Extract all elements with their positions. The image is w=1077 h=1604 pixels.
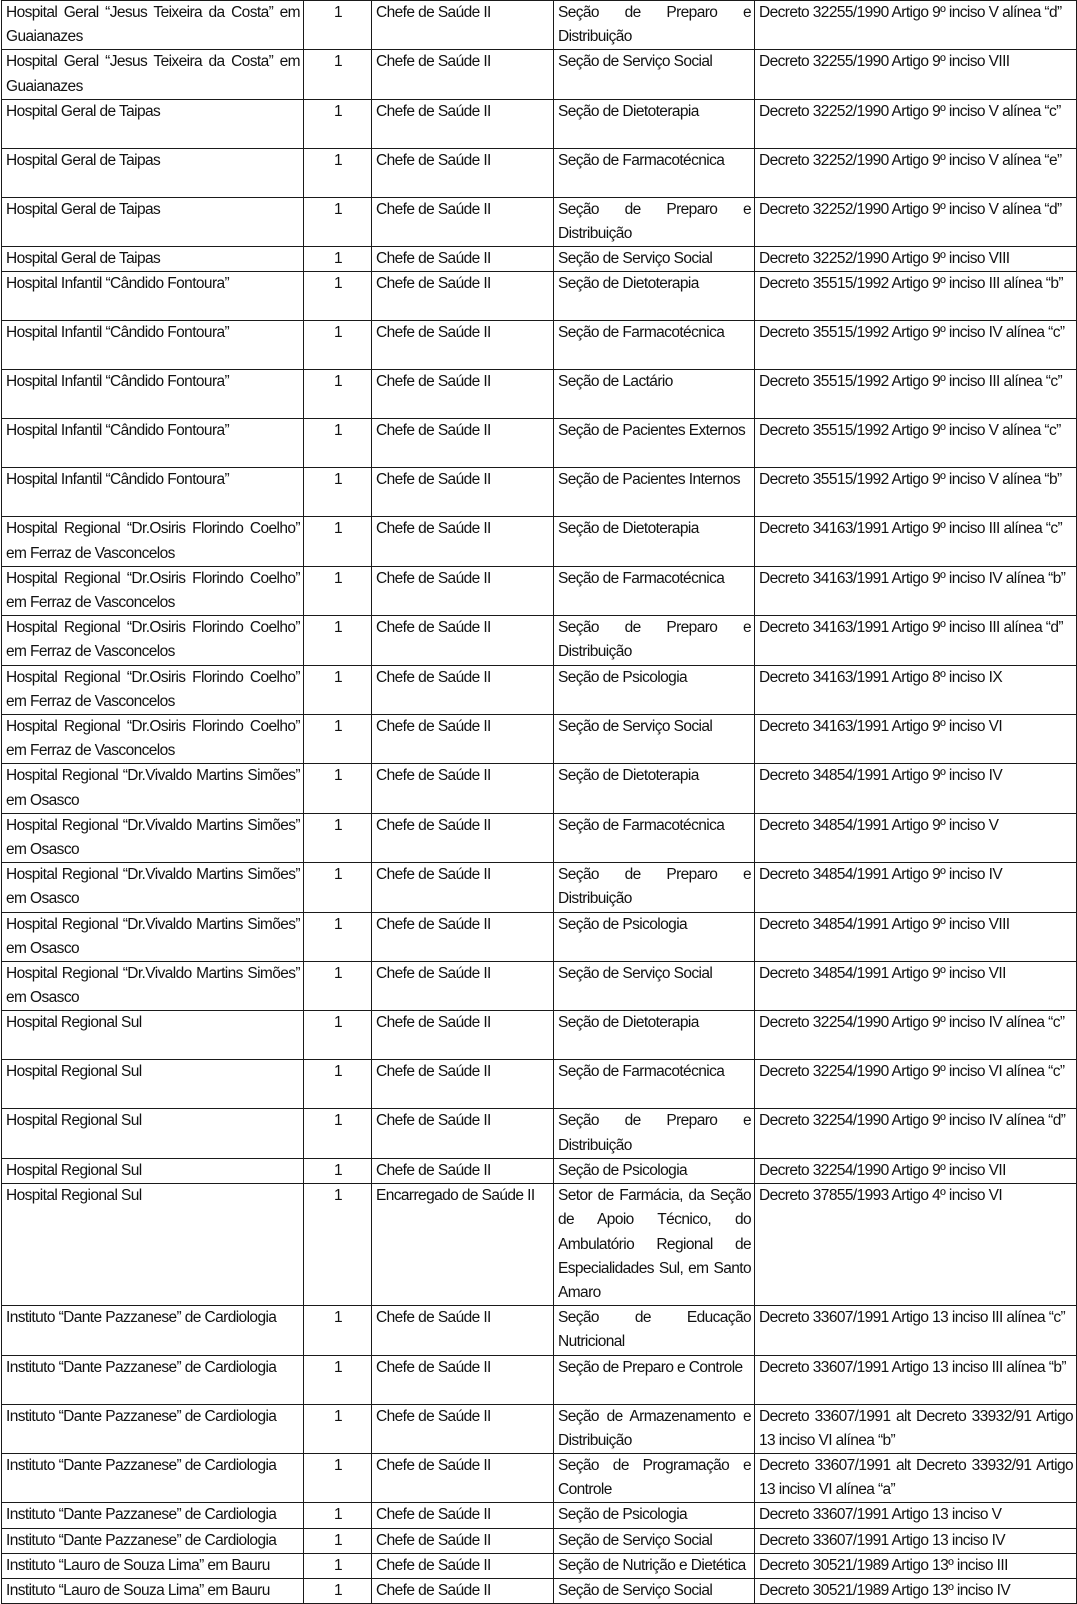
position-cell: Chefe de Saúde II bbox=[372, 99, 554, 148]
unit-cell: Instituto “Dante Pazzanese” de Cardiologia bbox=[2, 1453, 304, 1502]
section-cell: Seção de Programação e Controle bbox=[554, 1453, 755, 1502]
unit-cell: Hospital Infantil “Cândido Fontoura” bbox=[2, 419, 304, 468]
decree-cell: Decreto 35515/1992 Artigo 9º inciso V alínea “b” bbox=[755, 468, 1077, 517]
quantity-cell: 1 bbox=[304, 1553, 372, 1578]
quantity-cell: 1 bbox=[304, 1404, 372, 1453]
decree-cell: Decreto 33607/1991 Artigo 13 inciso III alínea “c” bbox=[755, 1306, 1077, 1355]
quantity-cell: 1 bbox=[304, 321, 372, 370]
quantity-cell: 1 bbox=[304, 1453, 372, 1502]
table-row bbox=[2, 1109, 1077, 1158]
table-row bbox=[2, 321, 1077, 370]
table-body bbox=[2, 1, 1077, 1604]
quantity-cell: 1 bbox=[304, 419, 372, 468]
position-cell: Encarregado de Saúde II bbox=[372, 1184, 554, 1306]
decree-cell: Decreto 32255/1990 Artigo 9º inciso V alínea “d” bbox=[755, 1, 1077, 50]
quantity-cell: 1 bbox=[304, 665, 372, 714]
quantity-cell: 1 bbox=[304, 813, 372, 862]
decree-cell: Decreto 30521/1989 Artigo 13º inciso IV bbox=[755, 1578, 1077, 1603]
position-cell: Chefe de Saúde II bbox=[372, 517, 554, 566]
quantity-cell: 1 bbox=[304, 566, 372, 615]
section-cell: Seção de Preparo e Distribuição bbox=[554, 1, 755, 50]
unit-cell: Hospital Regional “Dr.Vivaldo Martins Simões” em Osasco bbox=[2, 764, 304, 813]
quantity-cell: 1 bbox=[304, 1184, 372, 1306]
section-cell: Seção de Armazenamento e Distribuição bbox=[554, 1404, 755, 1453]
decree-cell: Decreto 33607/1991 alt Decreto 33932/91 Artigo 13 inciso VI alínea “a” bbox=[755, 1453, 1077, 1502]
section-cell: Seção de Serviço Social bbox=[554, 1578, 755, 1603]
unit-cell: Hospital Regional “Dr.Osiris Florindo Coelho” em Ferraz de Vasconcelos bbox=[2, 566, 304, 615]
unit-cell: Hospital Regional “Dr.Osiris Florindo Coelho” em Ferraz de Vasconcelos bbox=[2, 665, 304, 714]
position-cell: Chefe de Saúde II bbox=[372, 1, 554, 50]
section-cell: Seção de Preparo e Distribuição bbox=[554, 1109, 755, 1158]
quantity-cell: 1 bbox=[304, 197, 372, 246]
unit-cell: Instituto “Dante Pazzanese” de Cardiologia bbox=[2, 1404, 304, 1453]
decree-cell: Decreto 30521/1989 Artigo 13º inciso III bbox=[755, 1553, 1077, 1578]
position-cell: Chefe de Saúde II bbox=[372, 813, 554, 862]
unit-cell: Hospital Geral de Taipas bbox=[2, 197, 304, 246]
table-row bbox=[2, 962, 1077, 1011]
section-cell: Seção de Lactário bbox=[554, 370, 755, 419]
unit-cell: Instituto “Lauro de Souza Lima” em Bauru bbox=[2, 1553, 304, 1578]
decree-cell: Decreto 35515/1992 Artigo 9º inciso IV alínea “c” bbox=[755, 321, 1077, 370]
unit-cell: Hospital Regional Sul bbox=[2, 1184, 304, 1306]
unit-cell: Instituto “Dante Pazzanese” de Cardiologia bbox=[2, 1355, 304, 1404]
quantity-cell: 1 bbox=[304, 863, 372, 912]
section-cell: Seção de Pacientes Internos bbox=[554, 468, 755, 517]
position-cell: Chefe de Saúde II bbox=[372, 1306, 554, 1355]
section-cell: Seção de Farmacotécnica bbox=[554, 148, 755, 197]
table-row bbox=[2, 1158, 1077, 1183]
quantity-cell: 1 bbox=[304, 1, 372, 50]
section-cell: Seção de Dietoterapia bbox=[554, 1011, 755, 1060]
table-row bbox=[2, 197, 1077, 246]
table-row bbox=[2, 370, 1077, 419]
table-row bbox=[2, 715, 1077, 764]
decree-cell: Decreto 32252/1990 Artigo 9º inciso VIII bbox=[755, 247, 1077, 272]
quantity-cell: 1 bbox=[304, 1060, 372, 1109]
section-cell: Seção de Serviço Social bbox=[554, 962, 755, 1011]
table-row bbox=[2, 1060, 1077, 1109]
quantity-cell: 1 bbox=[304, 148, 372, 197]
unit-cell: Hospital Infantil “Cândido Fontoura” bbox=[2, 321, 304, 370]
quantity-cell: 1 bbox=[304, 764, 372, 813]
unit-cell: Hospital Regional “Dr.Osiris Florindo Coelho” em Ferraz de Vasconcelos bbox=[2, 715, 304, 764]
decree-cell: Decreto 32254/1990 Artigo 9º inciso IV alínea “d” bbox=[755, 1109, 1077, 1158]
section-cell: Seção de Serviço Social bbox=[554, 50, 755, 99]
position-cell: Chefe de Saúde II bbox=[372, 962, 554, 1011]
table-row bbox=[2, 1553, 1077, 1578]
position-cell: Chefe de Saúde II bbox=[372, 1109, 554, 1158]
decree-cell: Decreto 32255/1990 Artigo 9º inciso VIII bbox=[755, 50, 1077, 99]
unit-cell: Hospital Regional Sul bbox=[2, 1060, 304, 1109]
section-cell: Seção de Farmacotécnica bbox=[554, 321, 755, 370]
unit-cell: Instituto “Dante Pazzanese” de Cardiologia bbox=[2, 1503, 304, 1528]
section-cell: Seção de Educação Nutricional bbox=[554, 1306, 755, 1355]
decree-cell: Decreto 34163/1991 Artigo 8º inciso IX bbox=[755, 665, 1077, 714]
section-cell: Seção de Preparo e Controle bbox=[554, 1355, 755, 1404]
section-cell: Seção de Serviço Social bbox=[554, 715, 755, 764]
section-cell: Seção de Nutrição e Dietética bbox=[554, 1553, 755, 1578]
position-cell: Chefe de Saúde II bbox=[372, 1578, 554, 1603]
decree-cell: Decreto 34854/1991 Artigo 9º inciso IV bbox=[755, 764, 1077, 813]
table-row bbox=[2, 813, 1077, 862]
section-cell: Seção de Preparo e Distribuição bbox=[554, 616, 755, 665]
position-cell: Chefe de Saúde II bbox=[372, 247, 554, 272]
unit-cell: Hospital Geral de Taipas bbox=[2, 148, 304, 197]
decree-cell: Decreto 33607/1991 alt Decreto 33932/91 Artigo 13 inciso VI alínea “b” bbox=[755, 1404, 1077, 1453]
quantity-cell: 1 bbox=[304, 1306, 372, 1355]
quantity-cell: 1 bbox=[304, 1011, 372, 1060]
quantity-cell: 1 bbox=[304, 50, 372, 99]
position-cell: Chefe de Saúde II bbox=[372, 50, 554, 99]
unit-cell: Hospital Regional “Dr.Osiris Florindo Coelho” em Ferraz de Vasconcelos bbox=[2, 517, 304, 566]
quantity-cell: 1 bbox=[304, 1109, 372, 1158]
section-cell: Seção de Psicologia bbox=[554, 665, 755, 714]
table-row bbox=[2, 148, 1077, 197]
section-cell: Seção de Preparo e Distribuição bbox=[554, 863, 755, 912]
position-cell: Chefe de Saúde II bbox=[372, 1453, 554, 1502]
quantity-cell: 1 bbox=[304, 272, 372, 321]
position-cell: Chefe de Saúde II bbox=[372, 665, 554, 714]
unit-cell: Hospital Geral “Jesus Teixeira da Costa” em Guaianazes bbox=[2, 1, 304, 50]
table-row bbox=[2, 1404, 1077, 1453]
quantity-cell: 1 bbox=[304, 1355, 372, 1404]
position-cell: Chefe de Saúde II bbox=[372, 715, 554, 764]
quantity-cell: 1 bbox=[304, 370, 372, 419]
unit-cell: Instituto “Lauro de Souza Lima” em Bauru bbox=[2, 1578, 304, 1603]
position-cell: Chefe de Saúde II bbox=[372, 616, 554, 665]
table-row bbox=[2, 1011, 1077, 1060]
table-row bbox=[2, 1528, 1077, 1553]
position-cell: Chefe de Saúde II bbox=[372, 1553, 554, 1578]
unit-cell: Instituto “Dante Pazzanese” de Cardiologia bbox=[2, 1306, 304, 1355]
section-cell: Seção de Serviço Social bbox=[554, 247, 755, 272]
position-cell: Chefe de Saúde II bbox=[372, 370, 554, 419]
positions-table bbox=[1, 0, 1077, 1604]
decree-cell: Decreto 32252/1990 Artigo 9º inciso V alínea “e” bbox=[755, 148, 1077, 197]
decree-cell: Decreto 33607/1991 Artigo 13 inciso V bbox=[755, 1503, 1077, 1528]
quantity-cell: 1 bbox=[304, 468, 372, 517]
section-cell: Seção de Psicologia bbox=[554, 1158, 755, 1183]
position-cell: Chefe de Saúde II bbox=[372, 1158, 554, 1183]
position-cell: Chefe de Saúde II bbox=[372, 1011, 554, 1060]
section-cell: Seção de Dietoterapia bbox=[554, 517, 755, 566]
table-row bbox=[2, 247, 1077, 272]
position-cell: Chefe de Saúde II bbox=[372, 419, 554, 468]
section-cell: Setor de Farmácia, da Seção de Apoio Técnico, do Ambulatório Regional de Especialidades Sul, em Santo Amaro bbox=[554, 1184, 755, 1306]
unit-cell: Hospital Regional Sul bbox=[2, 1158, 304, 1183]
unit-cell: Hospital Geral “Jesus Teixeira da Costa” em Guaianazes bbox=[2, 50, 304, 99]
table-row bbox=[2, 566, 1077, 615]
decree-cell: Decreto 32254/1990 Artigo 9º inciso VII bbox=[755, 1158, 1077, 1183]
position-cell: Chefe de Saúde II bbox=[372, 1404, 554, 1453]
quantity-cell: 1 bbox=[304, 912, 372, 961]
decree-cell: Decreto 34854/1991 Artigo 9º inciso VIII bbox=[755, 912, 1077, 961]
quantity-cell: 1 bbox=[304, 715, 372, 764]
unit-cell: Hospital Regional “Dr.Vivaldo Martins Simões” em Osasco bbox=[2, 863, 304, 912]
section-cell: Seção de Dietoterapia bbox=[554, 99, 755, 148]
quantity-cell: 1 bbox=[304, 1578, 372, 1603]
quantity-cell: 1 bbox=[304, 962, 372, 1011]
section-cell: Seção de Dietoterapia bbox=[554, 764, 755, 813]
unit-cell: Hospital Infantil “Cândido Fontoura” bbox=[2, 272, 304, 321]
position-cell: Chefe de Saúde II bbox=[372, 148, 554, 197]
decree-cell: Decreto 34854/1991 Artigo 9º inciso V bbox=[755, 813, 1077, 862]
section-cell: Seção de Preparo e Distribuição bbox=[554, 197, 755, 246]
table-row bbox=[2, 1355, 1077, 1404]
unit-cell: Hospital Regional “Dr.Vivaldo Martins Simões” em Osasco bbox=[2, 813, 304, 862]
decree-cell: Decreto 34163/1991 Artigo 9º inciso IV alínea “b” bbox=[755, 566, 1077, 615]
table-row bbox=[2, 1578, 1077, 1603]
unit-cell: Hospital Regional “Dr.Osiris Florindo Coelho” em Ferraz de Vasconcelos bbox=[2, 616, 304, 665]
decree-cell: Decreto 32252/1990 Artigo 9º inciso V alínea “c” bbox=[755, 99, 1077, 148]
unit-cell: Hospital Regional Sul bbox=[2, 1109, 304, 1158]
decree-cell: Decreto 34163/1991 Artigo 9º inciso III alínea “d” bbox=[755, 616, 1077, 665]
quantity-cell: 1 bbox=[304, 616, 372, 665]
quantity-cell: 1 bbox=[304, 517, 372, 566]
section-cell: Seção de Farmacotécnica bbox=[554, 813, 755, 862]
decree-cell: Decreto 35515/1992 Artigo 9º inciso V alínea “c” bbox=[755, 419, 1077, 468]
section-cell: Seção de Farmacotécnica bbox=[554, 566, 755, 615]
position-cell: Chefe de Saúde II bbox=[372, 1503, 554, 1528]
unit-cell: Hospital Infantil “Cândido Fontoura” bbox=[2, 468, 304, 517]
table-row bbox=[2, 1503, 1077, 1528]
table-row bbox=[2, 863, 1077, 912]
table-row bbox=[2, 665, 1077, 714]
section-cell: Seção de Psicologia bbox=[554, 912, 755, 961]
decree-cell: Decreto 34854/1991 Artigo 9º inciso IV bbox=[755, 863, 1077, 912]
decree-cell: Decreto 35515/1992 Artigo 9º inciso III alínea “c” bbox=[755, 370, 1077, 419]
quantity-cell: 1 bbox=[304, 247, 372, 272]
quantity-cell: 1 bbox=[304, 99, 372, 148]
decree-cell: Decreto 33607/1991 Artigo 13 inciso III alínea “b” bbox=[755, 1355, 1077, 1404]
unit-cell: Hospital Regional Sul bbox=[2, 1011, 304, 1060]
unit-cell: Hospital Geral de Taipas bbox=[2, 247, 304, 272]
unit-cell: Hospital Geral de Taipas bbox=[2, 99, 304, 148]
position-cell: Chefe de Saúde II bbox=[372, 272, 554, 321]
position-cell: Chefe de Saúde II bbox=[372, 912, 554, 961]
table-row bbox=[2, 1453, 1077, 1502]
unit-cell: Hospital Regional “Dr.Vivaldo Martins Simões” em Osasco bbox=[2, 912, 304, 961]
section-cell: Seção de Dietoterapia bbox=[554, 272, 755, 321]
position-cell: Chefe de Saúde II bbox=[372, 1355, 554, 1404]
decree-cell: Decreto 32254/1990 Artigo 9º inciso VI alínea “c” bbox=[755, 1060, 1077, 1109]
section-cell: Seção de Pacientes Externos bbox=[554, 419, 755, 468]
position-cell: Chefe de Saúde II bbox=[372, 764, 554, 813]
position-cell: Chefe de Saúde II bbox=[372, 863, 554, 912]
position-cell: Chefe de Saúde II bbox=[372, 1528, 554, 1553]
section-cell: Seção de Psicologia bbox=[554, 1503, 755, 1528]
decree-cell: Decreto 33607/1991 Artigo 13 inciso IV bbox=[755, 1528, 1077, 1553]
decree-cell: Decreto 34854/1991 Artigo 9º inciso VII bbox=[755, 962, 1077, 1011]
decree-cell: Decreto 34163/1991 Artigo 9º inciso III alínea “c” bbox=[755, 517, 1077, 566]
decree-cell: Decreto 35515/1992 Artigo 9º inciso III alínea “b” bbox=[755, 272, 1077, 321]
position-cell: Chefe de Saúde II bbox=[372, 566, 554, 615]
quantity-cell: 1 bbox=[304, 1528, 372, 1553]
section-cell: Seção de Serviço Social bbox=[554, 1528, 755, 1553]
quantity-cell: 1 bbox=[304, 1158, 372, 1183]
decree-cell: Decreto 37855/1993 Artigo 4º inciso VI bbox=[755, 1184, 1077, 1306]
quantity-cell: 1 bbox=[304, 1503, 372, 1528]
table-row bbox=[2, 272, 1077, 321]
table-row bbox=[2, 616, 1077, 665]
decree-cell: Decreto 32252/1990 Artigo 9º inciso V alínea “d” bbox=[755, 197, 1077, 246]
unit-cell: Hospital Infantil “Cândido Fontoura” bbox=[2, 370, 304, 419]
position-cell: Chefe de Saúde II bbox=[372, 321, 554, 370]
table-row bbox=[2, 50, 1077, 99]
position-cell: Chefe de Saúde II bbox=[372, 468, 554, 517]
decree-cell: Decreto 34163/1991 Artigo 9º inciso VI bbox=[755, 715, 1077, 764]
table-row bbox=[2, 419, 1077, 468]
table-row bbox=[2, 764, 1077, 813]
table-row bbox=[2, 1, 1077, 50]
table-row bbox=[2, 1306, 1077, 1355]
unit-cell: Hospital Regional “Dr.Vivaldo Martins Simões” em Osasco bbox=[2, 962, 304, 1011]
table-row bbox=[2, 468, 1077, 517]
decree-cell: Decreto 32254/1990 Artigo 9º inciso IV alínea “c” bbox=[755, 1011, 1077, 1060]
table-row bbox=[2, 99, 1077, 148]
table-row bbox=[2, 517, 1077, 566]
section-cell: Seção de Farmacotécnica bbox=[554, 1060, 755, 1109]
position-cell: Chefe de Saúde II bbox=[372, 197, 554, 246]
position-cell: Chefe de Saúde II bbox=[372, 1060, 554, 1109]
table-row bbox=[2, 912, 1077, 961]
unit-cell: Instituto “Dante Pazzanese” de Cardiologia bbox=[2, 1528, 304, 1553]
table-row bbox=[2, 1184, 1077, 1306]
